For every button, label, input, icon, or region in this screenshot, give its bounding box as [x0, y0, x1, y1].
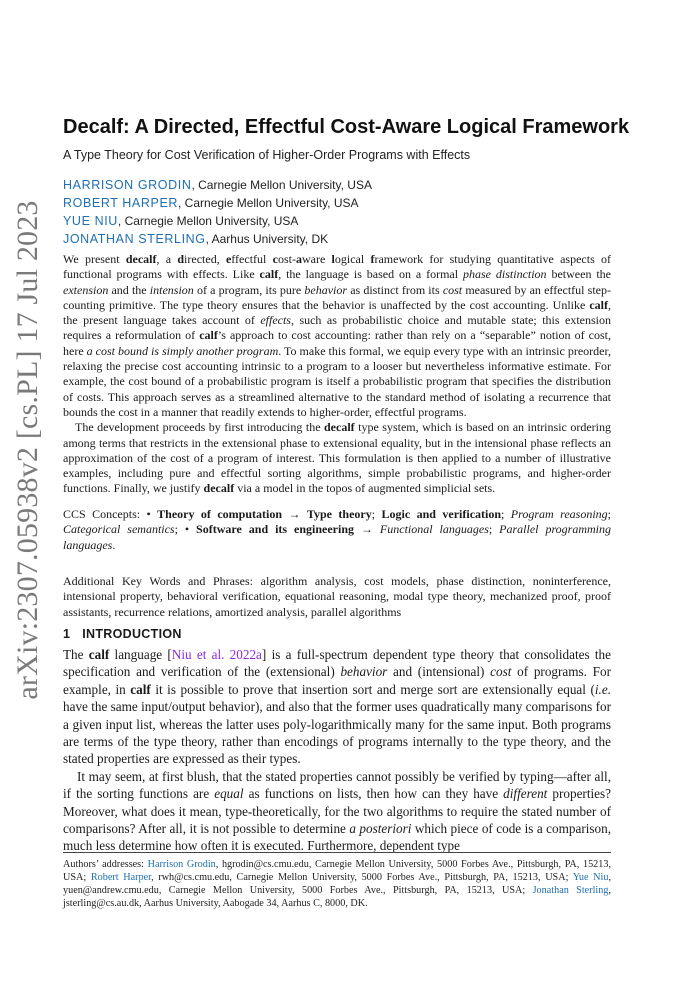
intro-body	[63, 646, 611, 855]
author-entry	[63, 212, 372, 230]
arxiv-stamp-text: arXiv:2307.05938v2 [cs.PL] 17 Jul 2023	[11, 200, 44, 700]
section-title: INTRODUCTION	[82, 627, 182, 641]
author-affiliation: , Carnegie Mellon University, USA	[191, 178, 372, 192]
arxiv-stamp	[4, 200, 52, 700]
author-affiliation: , Carnegie Mellon University, USA	[178, 196, 359, 210]
author-addresses-footnote: Authors’ addresses: Harrison Grodin, hgrodin@cs.cmu.edu, Carnegie Mellon University, 5000 Forbes Ave., Pittsburgh, PA, 15213, USA; Robert Harper, rwh@cs.cmu.edu, Carnegie Mellon University, 5000 Forbes Ave., Pittsburgh, PA, 15213, USA; Yue Niu, yuen@andrew.cmu.edu, Carnegie Mellon University, 5000 Forbes Ave., Pittsburgh, PA, 15213, USA; Jonathan Sterling, jsterling@cs.au.dk, Aarhus University, Aabogade 34, Aarhus C, 8000, DK.	[63, 859, 612, 909]
author-entry	[63, 194, 372, 212]
author-list	[63, 176, 372, 248]
section-number: 1	[63, 627, 71, 641]
author-affiliation: , Aarhus University, DK	[205, 232, 329, 246]
ccs-concepts: CCS Concepts: • Theory of computation → Type theory; Logic and verification; Program reasoning; Categorical semantics; • Software and its engineering → Functional languages; Parallel programming languages.	[63, 507, 612, 552]
section-heading	[63, 627, 182, 641]
intro-paragraph: The calf language [Niu et al. 2022a] is a full-spectrum dependent type theory that consolidates the specification and verification of the (extensional) behavior and (intensional) cost of programs. For example, in calf it is possible to prove that insertion sort and merge sort are extensionally equal (i.e. have the same input/output behavior), and also that the former uses quadratically many comparisons for a given input list, whereas the latter uses poly-logarithmically many for the same input. Both programs are terms of the type theory, rather than encodings of programs internally to the type theory, and the stated properties are expressed as their types.	[63, 647, 611, 767]
author-name[interactable]: JONATHAN STERLING	[63, 232, 206, 246]
footnote-rule	[63, 852, 611, 853]
abstract-paragraph: We present decalf, a directed, effectful cost-aware logical framework for studying quantitative aspects of functional programs with effects. Like calf, the language is based on a formal phase distinction between the extension and the intension of a program, its pure behavior as distinct from its cost measured by an effectful step-counting primitive. The type theory ensures that the behavior is unaffected by the cost accounting. Unlike calf, the present language takes account of effects, such as probabilistic choice and mutable state; this extension requires a reformulation of calf’s approach to cost accounting: rather than rely on a “separable” notion of cost, here a cost bound is simply another program. To make this formal, we equip every type with an intrinsic preorder, relaxing the precise cost accounting intrinsic to a program to a looser but nevertheless informative estimate. For example, the cost bound of a probabilistic program is itself a probabilistic program that specifies the distribution of costs. This approach serves as a streamlined alternative to the standard method of isolating a recurrence that bounds the cost in a manner that readily extends to higher-order, effectful programs.	[63, 252, 612, 419]
keywords: Additional Key Words and Phrases: algorithm analysis, cost models, phase distinction, noninterference, intensional property, behavioral verification, equational reasoning, modal type theory, mechanized proof, proof assistants, recurrence relations, amortized analysis, parallel algorithms	[63, 574, 611, 619]
abstract	[63, 252, 611, 497]
author-name[interactable]: YUE NIU	[63, 214, 118, 228]
paper-title: Decalf: A Directed, Effectful Cost-Aware Logical Framework	[63, 116, 630, 138]
abstract-paragraph: The development proceeds by first introducing the decalf type system, which is based on an intrinsic ordering among terms that restricts in the extensional phase to extensional equality, but in the intensional phase reflects an approximation of the cost of a program of interest. This formulation is then applied to a number of illustrative examples, including pure and effectful sorting algorithms, simple probabilistic programs, and higher-order functions. Finally, we justify decalf via a model in the topos of augmented simplicial sets.	[63, 420, 611, 496]
author-name[interactable]: HARRISON GRODIN	[63, 178, 192, 192]
author-name[interactable]: ROBERT HARPER	[63, 196, 179, 210]
author-entry	[63, 230, 372, 248]
author-affiliation: , Carnegie Mellon University, USA	[117, 214, 299, 228]
paper-subtitle: A Type Theory for Cost Verification of Higher-Order Programs with Effects	[63, 148, 471, 162]
author-entry	[63, 176, 372, 194]
intro-paragraph: It may seem, at first blush, that the stated properties cannot possibly be verified by typing—after all, if the sorting functions are equal as functions on lists, then how can they have different properties? Moreover, what does it mean, type-theoretically, for the two algorithms to require the stated number of comparisons? After all, it is not possible to determine a posteriori which piece of code is a comparison, much less determine how often it is executed. Furthermore, dependent type	[63, 768, 611, 854]
